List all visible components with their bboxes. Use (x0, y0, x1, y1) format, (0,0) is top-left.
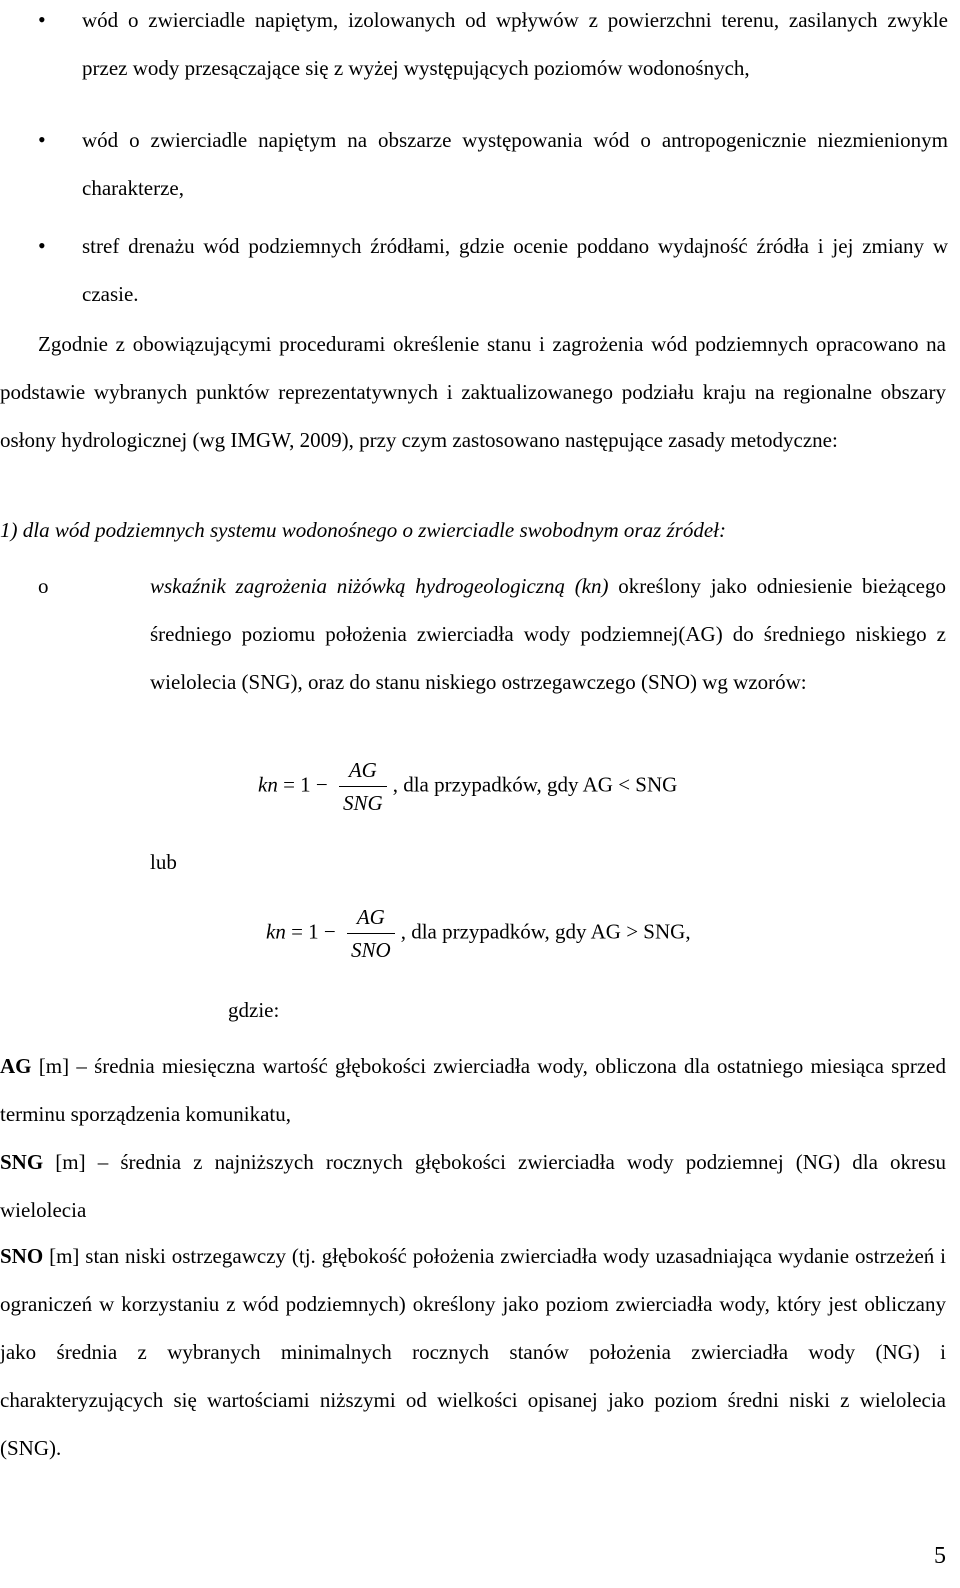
definition-text: [m] – średnia z najniższych rocznych głębokości zwierciadła wody podziemnej (NG) dla okresu wielolecia (0, 1150, 946, 1222)
where-label: gdzie: (228, 998, 280, 1022)
indicator-description: określony jako odniesienie bieżącego średniego poziomu położenia zwierciadła wody podziemnej(AG) do średniego niskiego z wielolecia (SNG), oraz do stanu niskiego ostrzegawczego (SNO) wg wzorów: (150, 574, 946, 694)
numerator: AG (348, 758, 377, 782)
formula-eq: = 1 − (285, 919, 342, 944)
formula-condition: , dla przypadków, gdy AG > SNG, (400, 919, 691, 944)
intro-paragraph: Zgodnie z obowiązującymi procedurami określenie stanu i zagrożenia wód podziemnych opracowano na podstawie wybranych punktów reprezentatywnych i zaktualizowanego podziału kraju na regionalne obszary osłony hydrologicznej (wg IMGW, 2009), przy czym zastosowano następujące zasady metodyczne: (0, 332, 946, 452)
denominator: SNG (343, 791, 383, 815)
definition-sng (0, 1138, 946, 1234)
numerator: AG (356, 905, 385, 929)
fraction-bar (339, 786, 387, 787)
bullet-icon: • (38, 127, 46, 152)
definition-term: SNG (0, 1150, 44, 1174)
fraction (347, 905, 395, 962)
bullet-text: stref drenażu wód podziemnych źródłami, gdzie ocenie poddano wydajność źródła i jej zmiany w czasie. (82, 234, 948, 306)
list-item (0, 222, 960, 318)
definition-term: AG (0, 1054, 32, 1078)
or-label: lub (150, 850, 177, 874)
formula-eq: = 1 − (277, 772, 334, 797)
section-heading: 1) dla wód podziemnych systemu wodonośnego o zwierciadle swobodnym oraz źródeł: (0, 518, 726, 542)
circle-bullet-icon: o (38, 574, 49, 598)
definition-text: [m] – średnia miesięczna wartość głębokości zwierciadła wody, obliczona dla ostatniego miesiąca sprzed terminu sporządzenia komunikatu, (0, 1054, 946, 1126)
bullet-text: wód o zwierciadle napiętym, izolowanych od wpływów z powierzchni terenu, zasilanych zwykle przez wody przesączające się z wyżej występujących poziomów wodonośnych, (82, 8, 948, 80)
sub-list-item (38, 562, 946, 706)
page-number: 5 (934, 1543, 946, 1569)
formula-condition: , dla przypadków, gdy AG < SNG (392, 772, 678, 797)
definition-sno (0, 1232, 946, 1472)
formula-2 (266, 905, 691, 962)
indicator-name: wskaźnik zagrożenia niżówką hydrogeologiczną (kn) (150, 574, 609, 598)
list-item (0, 0, 960, 92)
bullet-icon: • (38, 7, 46, 32)
fraction-bar (347, 933, 395, 934)
formula-1 (258, 758, 677, 815)
definition-text: [m] stan niski ostrzegawczy (tj. głębokość położenia zwierciadła wody uzasadniająca wydanie ostrzeżeń i ograniczeń w korzystaniu z wód podziemnych) określony jako poziom zwierciadła wody, który jest obliczany jako średnia z wybranych minimalnych rocznych stanów położenia zwierciadła wody (NG) i charakteryzujących się wartościami niższymi od wielkości opisanej jako poziom średni niski z wielolecia (SNG). (0, 1244, 946, 1460)
formula-lhs: kn (258, 772, 278, 797)
bullet-text: wód o zwierciadle napiętym na obszarze występowania wód o antropogenicznie niezmienionym charakterze, (82, 128, 948, 200)
bullet-icon: • (38, 233, 46, 258)
formula-lhs: kn (266, 919, 286, 944)
list-item (0, 116, 960, 212)
fraction (339, 758, 387, 815)
denominator: SNO (351, 938, 391, 962)
definition-ag (0, 1042, 946, 1138)
definition-term: SNO (0, 1244, 44, 1268)
